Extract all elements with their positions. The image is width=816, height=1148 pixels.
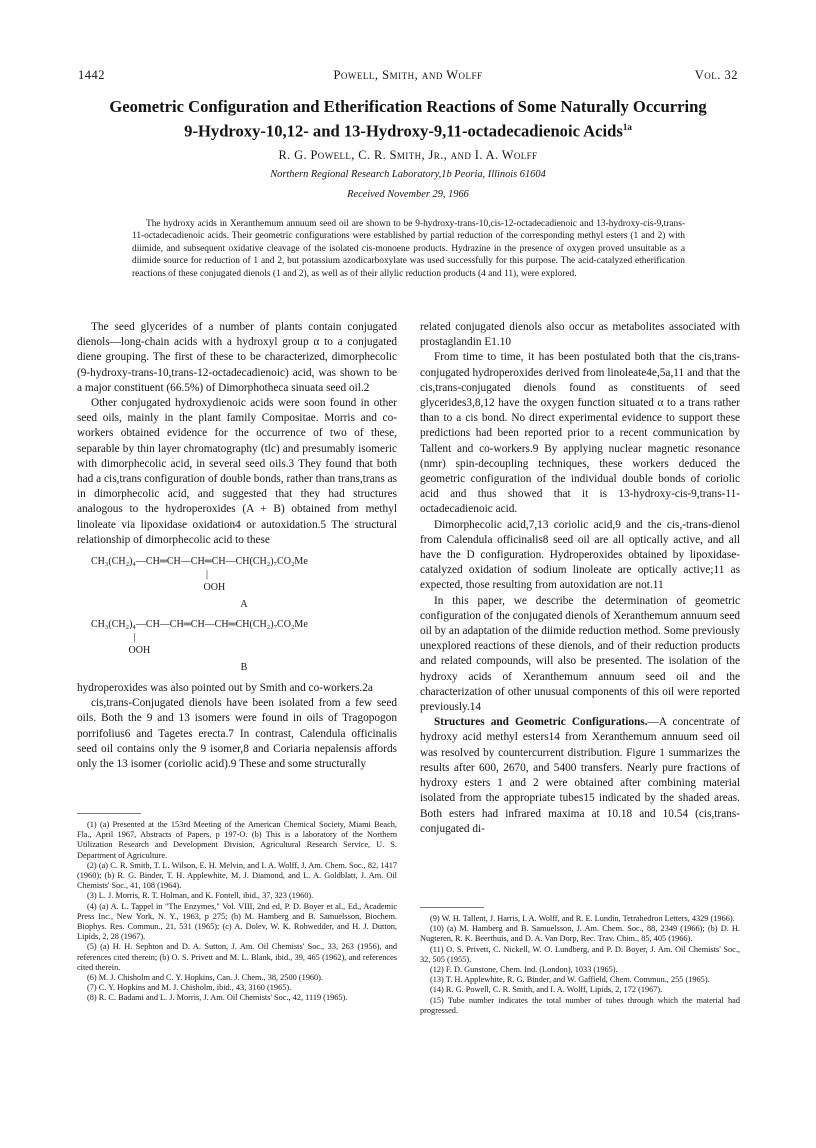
left-paragraph-2: Other conjugated hydroxydienoic acids were soon found in other seed oils, mainly in the plant family Compositae. Morris and co-workers obtained evidence for the occurrence of two of these, separable by thin layer chromatography (tlc) and presumably isomeric with dimorphecolic acid, in several seed oils.3 They found that both had a cis,trans configuration of double bonds, rather than trans,trans as in dimorphecolic acid, and suggested that they had structures analogous to the hydroperoxides (A + B) obtained from methyl linoleate via lipoxidase oxidation4 or autoxidation.5 The structural relationship of dimorphecolic acid to these xyxy=(77,397,397,546)
footnote: (1) (a) Presented at the 153rd Meeting of the American Chemical Society, Miami Beach, Fla., April 1967, Abstracts of Papers, p 197-O. (b) This is a laboratory of the Northern Utilization Research and Development Division, Agricultural Research Service, U. S. Department of Agriculture. xyxy=(77,820,397,860)
footnote: (7) C. Y. Hopkins and M. J. Chisholm, ibid., 43, 3160 (1965). xyxy=(87,983,292,993)
left-column xyxy=(77,320,397,772)
footnote: (11) O. S. Privett, C. Nickell, W. O. Lundberg, and P. D. Boyer, J. Am. Oil Chemists' Soc., 32, 505 (1955). xyxy=(420,944,740,964)
footnote: (6) M. J. Chisholm and C. Y. Hopkins, Can. J. Chem., 38, 2500 (1960). xyxy=(87,973,324,983)
footnote: (8) R. C. Badami and L. J. Morris, J. Am. Oil Chemists' Soc., 42, 1119 (1965). xyxy=(87,993,348,1003)
abstract: The hydroxy acids in Xeranthemum annuum seed oil are shown to be 9-hydroxy-trans-10,cis-12-octadecadienoic and 13-hydroxy-cis-9,trans-11-octadecadienoic acids. Their geometric configurations were established by partial reduction of the corresponding methyl esters (1 and 2) with diimide, and subsequent oxidative cleavage of the isolated cis-monoene products. Hydrazine in the presence of oxygen proved unsuitable as a diimide source for reduction of 1 and 2, but potassium azodicarboxylate was used successfully for this purpose. The acid-catalyzed etherification reactions of these conjugated dienols (1 and 2), as well as of their allylic reduction products (4 and 11), were explored. xyxy=(132,219,685,279)
right-paragraph-2: From time to time, it has been postulated both that the cis,trans-conjugated hydroperoxides derived from linoleate4e,5a,11 and that the cis,trans-conjugated dienols found as constituents of seed glycerides3,8,12 have the oxygen function situated α to a trans rather than to a cis bond. No direct experimental evidence to support these predictions had been reported prior to a recent communication by Tallent and co-workers.9 By applying nuclear magnetic resonance (nmr) spin-decoupling techniques, these workers deduced the geometric configuration of the individual double bonds of coriolic acid and thus showed that it is 13-hydroxy-cis-9,trans-11-octadecadienoic acid. xyxy=(420,351,740,516)
footnote: (5) (a) H. H. Sephton and D. A. Sutton, J. Am. Oil Chemists' Soc., 33, 263 (1956), and references cited therein; (b) O. S. Privett and M. L. Blank, ibid., 39, 465 (1962), and references cited therein. xyxy=(77,942,397,972)
footnotes-right xyxy=(420,914,740,1016)
left-paragraph-1: The seed glycerides of a number of plants contain conjugated dienols—long-chain acids with a hydroxyl group α to a conjugated diene grouping. The first of these to be characterized, dimorphecolic (9-hydroxy-trans-10,trans-12-octadecadienoic) acid, was shown to be a major constituent (66.5%) of Dimorphotheca sinuata seed oil.2 xyxy=(77,321,397,394)
footnote-rule-left xyxy=(77,813,141,814)
running-head xyxy=(78,68,738,84)
formula-b xyxy=(91,618,397,674)
formula-a xyxy=(91,555,397,611)
right-paragraph-5 xyxy=(420,715,740,837)
title-line-2: 9-Hydroxy-10,12- and 13-Hydroxy-9,11-octadecadienoic Acids xyxy=(184,121,623,141)
author-byline: R. G. Powell, C. R. Smith, Jr., and I. A. Wolff xyxy=(278,148,538,162)
footnotes-left xyxy=(77,820,397,1004)
formula-a-label: A xyxy=(240,599,248,611)
section-text: —A concentrate of hydroxy acid methyl esters14 from Xeranthemum annuum seed oil was resolved by countercurrent distribution. Figure 1 summarizes the results after 600, 2670, and 5400 transfers. Nearly pure fractions of hydroxy esters 1 and 2 were obtained after combining material isolated from the appropriate tubes15 indicated by the shaded areas. Both esters had infrared maxima at 10.18 and 10.54 (cis,trans-conjugated di- xyxy=(420,716,740,835)
section-heading: Structures and Geometric Configurations. xyxy=(434,716,648,729)
footnote: (10) (a) M. Hamberg and B. Samuelsson, J. Am. Chem. Soc., 88, 2349 (1966); (b) D. H. Nugteren, R. K. Beerthuis, and D. A. Van Dorp, Rec. Trav. Chim., 85, 405 (1966). xyxy=(420,924,740,944)
footnote: (9) W. H. Tallent, J. Harris, I. A. Wolff, and R. E. Lundin, Tetrahedron Letters, 4329 (1966). xyxy=(430,914,735,923)
title-footnote-mark: 1a xyxy=(622,122,632,132)
right-paragraph-4: In this paper, we describe the determination of geometric configuration of the conjugated dienols of Xeranthemum annuum seed oil by an adaptation of the diimide reduction method. Some previously unexplored reactions of these dienols, and of their reduction products and related compounds, will also be presented. The isolation of the hydroxy acids of Xeranthemum annuum seed oil and the characterization of other unusual components of this oil were reported previously.14 xyxy=(420,594,740,714)
received-date: Received November 29, 1966 xyxy=(347,189,469,200)
footnote: (12) F. D. Gunstone, Chem. Ind. (London), 1033 (1965). xyxy=(430,965,618,975)
footnote-rule-right xyxy=(420,907,484,908)
article-title xyxy=(70,96,746,142)
footnote: (3) L. J. Morris, R. T. Holman, and K. Fontell, ibid., 37, 323 (1960). xyxy=(87,891,314,901)
left-paragraph-4: cis,trans-Conjugated dienols have been isolated from a few seed oils. Both the 9 and 13 isomers were found in oils of Tragopogon porrifolius6 and Tagetes erecta.7 In contrast, Calendula officinalis seed oil contains only the 9 isomer,8 and Coriaria nepalensis affords only the 13 isomer (coriolic acid).9 These and some structurally xyxy=(77,697,397,771)
footnote: (15) Tube number indicates the total number of tubes through which the material had progressed. xyxy=(420,995,740,1015)
page-number: 1442 xyxy=(78,68,105,82)
formula-b-label: B xyxy=(240,662,248,674)
left-paragraph-3: hydroperoxides was also pointed out by Smith and co-workers.2a xyxy=(77,682,373,695)
title-line-1: Geometric Configuration and Etherification Reactions of Some Naturally Occurring xyxy=(109,97,707,116)
right-paragraph-1: related conjugated dienols also occur as metabolites associated with prostaglandin E1.10 xyxy=(420,321,740,349)
right-column xyxy=(420,320,740,837)
volume-number: Vol. 32 xyxy=(694,68,738,82)
footnote: (2) (a) C. R. Smith, T. L. Wilson, E. H. Melvin, and I. A. Wolff, J. Am. Chem. Soc., 82, 1417 (1960); (b) R. G. Binder, T. H. Applewhite, M. J. Diamond, and L. A. Goldblatt, J. Am. Oil Chemists' Soc., 41, 108 (1964). xyxy=(77,860,397,891)
running-head-authors: Powell, Smith, and Wolff xyxy=(333,68,483,82)
author-affiliation: Northern Regional Research Laboratory,1b Peoria, Illinois 61604 xyxy=(270,169,546,180)
footnote: (4) (a) A. L. Tappel in "The Enzymes," Vol. VIII, 2nd ed, P. D. Boyer et al., Ed., Academic Press Inc., New York, N. Y., 1963, p 275; (b) M. Hamberg and B. Samuelsson, Biochem. Biophys. Res. Commun., 21, 531 (1965); (c) A. Dolev, W. K. Rohwedder, and H. J. Dutton, Lipids, 2, 28 (1967). xyxy=(77,901,397,942)
footnote: (14) R. G. Powell, C. R. Smith, and I. A. Wolff, Lipids, 2, 172 (1967). xyxy=(430,985,663,995)
right-paragraph-3: Dimorphecolic acid,7,13 coriolic acid,9 and the cis,-trans-dienol from Calendula officinalis8 seed oil are all optically active, and all have the D configuration. Hydroperoxides obtained by lipoxidase-catalyzed oxidation of sodium linoleate are optically active;11 as expected, those resulting from autoxidation are not.11 xyxy=(420,518,740,592)
formula-a-structure: CH₃(CH₂)₄—CH═CH—CH═CH—CH(CH₂)₇CO₂Me | OOH xyxy=(91,556,308,594)
footnote: (13) T. H. Applewhite, R. G. Binder, and W. Gaffield, Chem. Commun., 255 (1965). xyxy=(430,975,710,985)
formula-b-structure: CH₃(CH₂)₄—CH—CH═CH—CH═CH(CH₂)₇CO₂Me | OOH xyxy=(91,619,308,657)
title-line-2-wrap xyxy=(70,117,746,142)
